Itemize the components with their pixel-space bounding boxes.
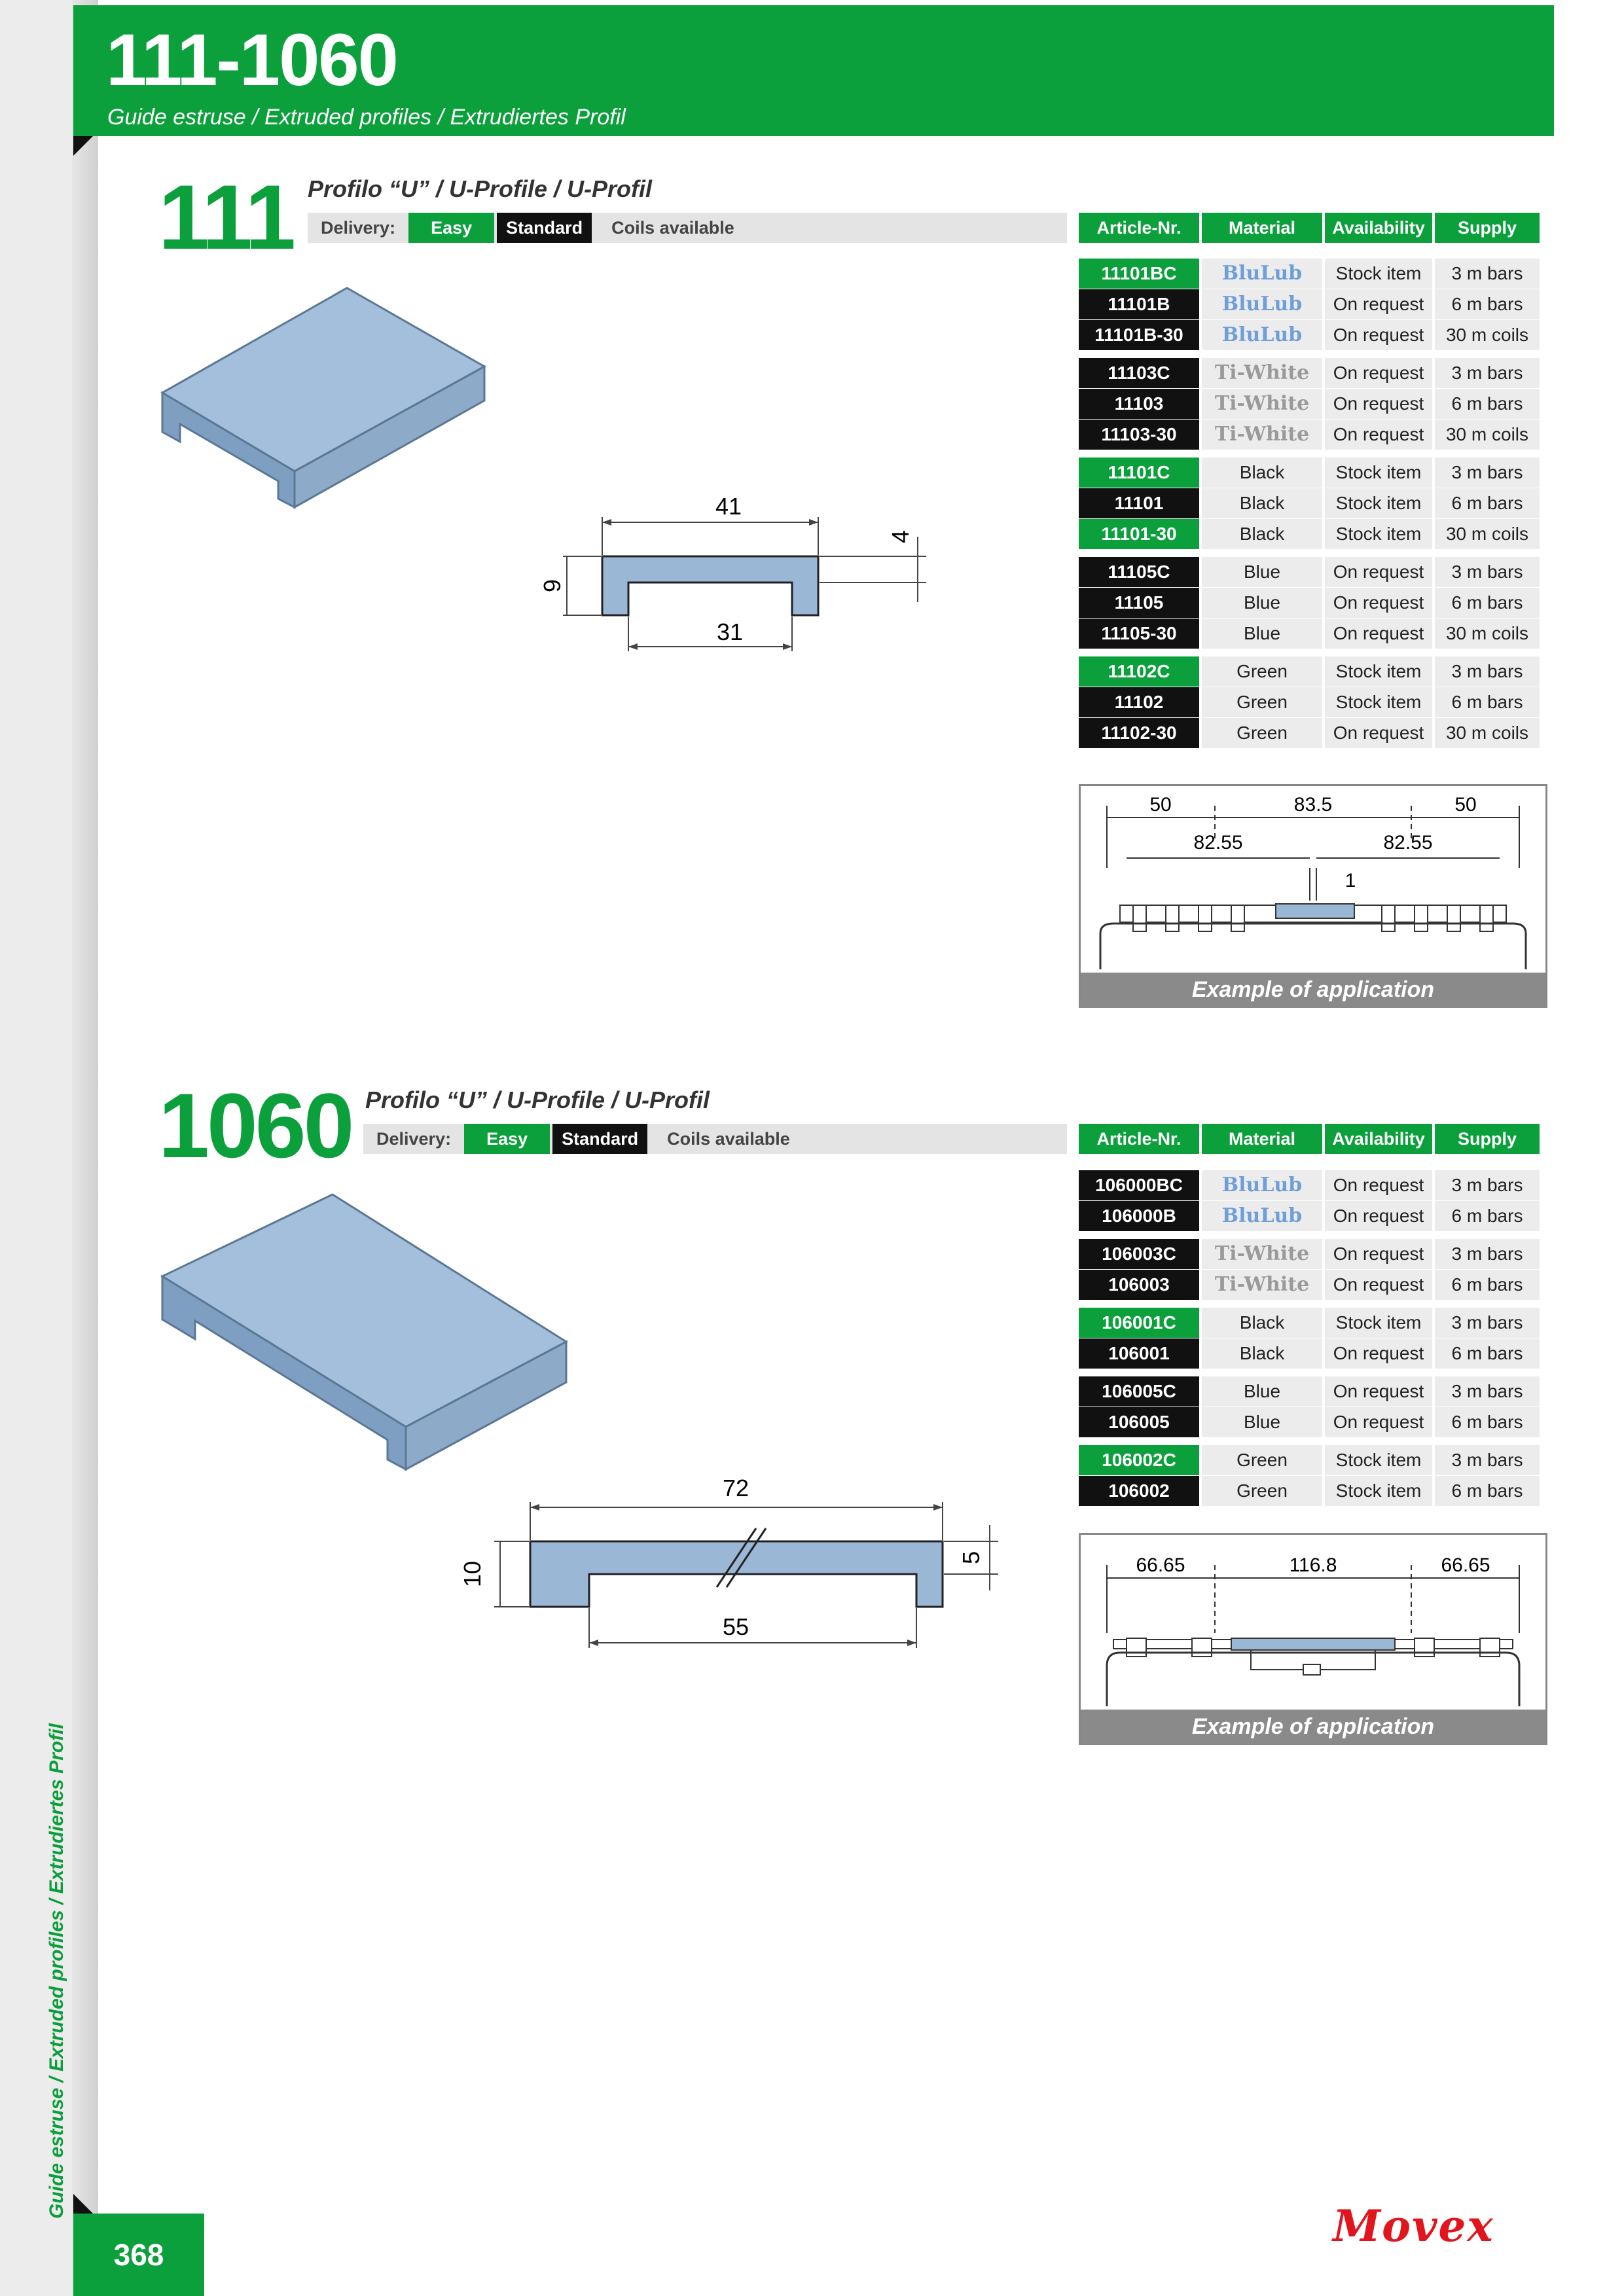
delivery-label: Delivery:	[321, 217, 396, 238]
article-group	[1079, 1445, 1542, 1506]
table-row	[1079, 1407, 1542, 1437]
article-number: 11105	[1079, 588, 1199, 618]
supply: 3 m bars	[1435, 656, 1540, 687]
material: Green	[1202, 718, 1322, 748]
supply: 6 m bars	[1435, 1407, 1540, 1437]
availability: On request	[1325, 588, 1432, 618]
supply: 6 m bars	[1435, 389, 1540, 419]
table-row	[1079, 1270, 1542, 1300]
article-number: 11103	[1079, 389, 1199, 419]
article-number: 11102-30	[1079, 718, 1199, 748]
table-row	[1079, 1338, 1542, 1369]
table-row	[1079, 389, 1542, 419]
dim-height: 9	[539, 579, 566, 593]
supply: 30 m coils	[1435, 718, 1540, 748]
material: BluLub	[1202, 289, 1322, 319]
table-row	[1079, 358, 1542, 388]
col-article: Article-Nr.	[1079, 213, 1199, 243]
dim-top-center: 116.8	[1289, 1554, 1337, 1576]
dim-inner-width: 31	[716, 619, 744, 645]
supply: 3 m bars	[1435, 1445, 1540, 1475]
material: Ti-White	[1202, 1270, 1322, 1300]
availability: Stock item	[1325, 656, 1432, 687]
article-number: 11101BC	[1079, 259, 1199, 289]
table-header	[1079, 213, 1542, 243]
article-number: 11105-30	[1079, 619, 1199, 649]
material: BluLub	[1202, 259, 1322, 289]
material: Ti-White	[1202, 358, 1322, 388]
material: Blue	[1202, 1376, 1322, 1407]
supply: 3 m bars	[1435, 457, 1540, 488]
profile-3d-illustration	[157, 1191, 576, 1486]
example-caption: Example of application	[1081, 1710, 1545, 1744]
supply: 30 m coils	[1435, 519, 1540, 549]
col-material: Material	[1202, 1124, 1322, 1154]
availability: On request	[1325, 1270, 1432, 1300]
dim-height: 10	[459, 1560, 486, 1588]
delivery-easy-badge: Easy	[464, 1124, 550, 1154]
section-title: Profilo “U” / U-Profile / U-Profil	[365, 1086, 710, 1113]
supply: 3 m bars	[1435, 1239, 1540, 1269]
material: Black	[1202, 457, 1322, 488]
dim-top-right: 66.65	[1441, 1554, 1490, 1576]
material: BluLub	[1202, 320, 1322, 350]
availability: On request	[1325, 619, 1432, 649]
availability: Stock item	[1325, 1445, 1432, 1475]
section-code: 1060	[158, 1074, 352, 1177]
supply: 3 m bars	[1435, 1170, 1540, 1200]
availability: Stock item	[1325, 1308, 1432, 1338]
table-row	[1079, 557, 1542, 587]
material: BluLub	[1202, 1201, 1322, 1231]
example-application	[1079, 1533, 1547, 1745]
delivery-coils-note: Coils available	[667, 1128, 790, 1149]
header-corner	[73, 136, 93, 156]
supply: 6 m bars	[1435, 1476, 1540, 1506]
availability: Stock item	[1325, 1476, 1432, 1506]
table-row	[1079, 1201, 1542, 1231]
material: Blue	[1202, 1407, 1322, 1437]
article-number: 11103C	[1079, 358, 1199, 388]
article-number: 11102	[1079, 687, 1199, 717]
supply: 30 m coils	[1435, 420, 1540, 450]
table-row	[1079, 519, 1542, 549]
article-number: 106002C	[1079, 1445, 1199, 1475]
col-supply: Supply	[1435, 1124, 1540, 1154]
table-row	[1079, 687, 1542, 717]
article-group	[1079, 358, 1542, 450]
availability: On request	[1325, 420, 1432, 450]
supply: 3 m bars	[1435, 259, 1540, 289]
delivery-easy-badge: Easy	[408, 213, 494, 243]
availability: On request	[1325, 289, 1432, 319]
footer-corner	[73, 2194, 93, 2214]
article-number: 106005C	[1079, 1376, 1199, 1407]
delivery-standard-badge: Standard	[552, 1124, 647, 1154]
section-title: Profilo “U” / U-Profile / U-Profil	[308, 175, 653, 202]
article-group	[1079, 557, 1542, 649]
table-row	[1079, 457, 1542, 488]
brand-logo: Movex	[1333, 2200, 1494, 2251]
table-row	[1079, 656, 1542, 687]
material: Green	[1202, 687, 1322, 717]
availability: Stock item	[1325, 457, 1432, 488]
article-number: 106005	[1079, 1407, 1199, 1437]
supply: 3 m bars	[1435, 358, 1540, 388]
article-group	[1079, 1308, 1542, 1369]
sidebar-label: Guide estruse / Extruded profiles / Extrudiertes Profil	[46, 1723, 67, 2219]
col-supply: Supply	[1435, 213, 1540, 243]
col-article: Article-Nr.	[1079, 1124, 1199, 1154]
supply: 6 m bars	[1435, 687, 1540, 717]
profile-cross-section	[530, 471, 936, 668]
material: Blue	[1202, 588, 1322, 618]
col-availability: Availability	[1325, 1124, 1432, 1154]
article-group	[1079, 656, 1542, 748]
table-row	[1079, 1445, 1542, 1475]
article-number: 11101B-30	[1079, 320, 1199, 350]
profile-3d-illustration	[157, 281, 497, 524]
dim-mid-left: 82.55	[1193, 832, 1243, 853]
availability: On request	[1325, 557, 1432, 587]
availability: On request	[1325, 718, 1432, 748]
availability: Stock item	[1325, 687, 1432, 717]
dim-flange: 4	[887, 529, 914, 544]
table-row	[1079, 619, 1542, 649]
article-table	[1079, 1170, 1542, 1514]
dim-overall-width: 72	[722, 1475, 749, 1501]
supply: 6 m bars	[1435, 289, 1540, 319]
availability: On request	[1325, 389, 1432, 419]
table-row	[1079, 1376, 1542, 1407]
supply: 3 m bars	[1435, 1376, 1540, 1407]
article-number: 106000BC	[1079, 1170, 1199, 1200]
article-group	[1079, 457, 1542, 549]
supply: 3 m bars	[1435, 557, 1540, 587]
availability: On request	[1325, 1201, 1432, 1231]
article-number: 106003	[1079, 1270, 1199, 1300]
delivery-bar	[308, 213, 1067, 243]
supply: 6 m bars	[1435, 1270, 1540, 1300]
availability: Stock item	[1325, 259, 1432, 289]
article-number: 11102C	[1079, 656, 1199, 687]
dim-top-right: 50	[1454, 794, 1477, 816]
article-number: 106001	[1079, 1338, 1199, 1369]
supply: 30 m coils	[1435, 619, 1540, 649]
availability: On request	[1325, 1239, 1432, 1269]
example-application	[1079, 784, 1547, 1008]
table-header	[1079, 1124, 1542, 1154]
article-number: 11101C	[1079, 457, 1199, 488]
material: Ti-White	[1202, 1239, 1322, 1269]
material: Blue	[1202, 619, 1322, 649]
dim-inner-width: 55	[722, 1613, 749, 1640]
article-number: 11101-30	[1079, 519, 1199, 549]
example-drawing	[1081, 1535, 1545, 1706]
example-drawing	[1081, 786, 1545, 969]
delivery-standard-badge: Standard	[497, 213, 592, 243]
material: Blue	[1202, 557, 1322, 587]
supply: 3 m bars	[1435, 1308, 1540, 1338]
availability: Stock item	[1325, 519, 1432, 549]
supply: 6 m bars	[1435, 488, 1540, 518]
availability: Stock item	[1325, 488, 1432, 518]
profile-cross-section	[458, 1473, 1021, 1669]
material: Black	[1202, 1338, 1322, 1369]
article-group	[1079, 1239, 1542, 1300]
page-number: 368	[73, 2214, 204, 2296]
dim-gap: 1	[1344, 870, 1356, 891]
material: Ti-White	[1202, 420, 1322, 450]
article-number: 11103-30	[1079, 420, 1199, 450]
availability: On request	[1325, 1170, 1432, 1200]
table-row	[1079, 718, 1542, 748]
dim-overall-width: 41	[715, 493, 742, 520]
article-number: 11101B	[1079, 289, 1199, 319]
delivery-bar	[363, 1124, 1067, 1154]
table-row	[1079, 488, 1542, 518]
supply: 6 m bars	[1435, 1201, 1540, 1231]
table-row	[1079, 1476, 1542, 1506]
material: Black	[1202, 1308, 1322, 1338]
article-number: 106001C	[1079, 1308, 1199, 1338]
article-group	[1079, 259, 1542, 350]
material: Black	[1202, 519, 1322, 549]
supply: 30 m coils	[1435, 320, 1540, 350]
material: Green	[1202, 656, 1322, 687]
article-number: 106002	[1079, 1476, 1199, 1506]
table-row	[1079, 1308, 1542, 1338]
dim-mid-right: 82.55	[1383, 832, 1433, 853]
section-code: 111	[158, 166, 294, 268]
table-row	[1079, 259, 1542, 289]
table-row	[1079, 320, 1542, 350]
col-material: Material	[1202, 213, 1322, 243]
col-availability: Availability	[1325, 213, 1432, 243]
article-number: 106003C	[1079, 1239, 1199, 1269]
article-group	[1079, 1170, 1542, 1231]
dim-top-left: 66.65	[1136, 1554, 1185, 1576]
supply: 6 m bars	[1435, 588, 1540, 618]
dim-flange: 5	[958, 1551, 984, 1565]
material: Green	[1202, 1476, 1322, 1506]
table-row	[1079, 588, 1542, 618]
material: Black	[1202, 488, 1322, 518]
delivery-label: Delivery:	[376, 1128, 452, 1149]
article-table	[1079, 259, 1542, 756]
dim-top-left: 50	[1149, 794, 1172, 816]
dim-top-center: 83.5	[1293, 794, 1333, 816]
availability: On request	[1325, 320, 1432, 350]
sidebar-shade	[72, 0, 98, 2296]
material: BluLub	[1202, 1170, 1322, 1200]
example-caption: Example of application	[1081, 973, 1545, 1007]
page-header	[73, 5, 1554, 136]
availability: On request	[1325, 1407, 1432, 1437]
article-number: 106000B	[1079, 1201, 1199, 1231]
delivery-coils-note: Coils available	[611, 217, 734, 238]
article-number: 11101	[1079, 488, 1199, 518]
table-row	[1079, 1239, 1542, 1269]
article-number: 11105C	[1079, 557, 1199, 587]
material: Ti-White	[1202, 389, 1322, 419]
table-row	[1079, 1170, 1542, 1200]
table-row	[1079, 289, 1542, 319]
article-group	[1079, 1376, 1542, 1437]
availability: On request	[1325, 1338, 1432, 1369]
page-subtitle: Guide estruse / Extruded profiles / Extrudiertes Profil	[107, 105, 626, 130]
supply: 6 m bars	[1435, 1338, 1540, 1369]
availability: On request	[1325, 358, 1432, 388]
page-title: 111-1060	[106, 19, 397, 101]
material: Green	[1202, 1445, 1322, 1475]
availability: On request	[1325, 1376, 1432, 1407]
table-row	[1079, 420, 1542, 450]
